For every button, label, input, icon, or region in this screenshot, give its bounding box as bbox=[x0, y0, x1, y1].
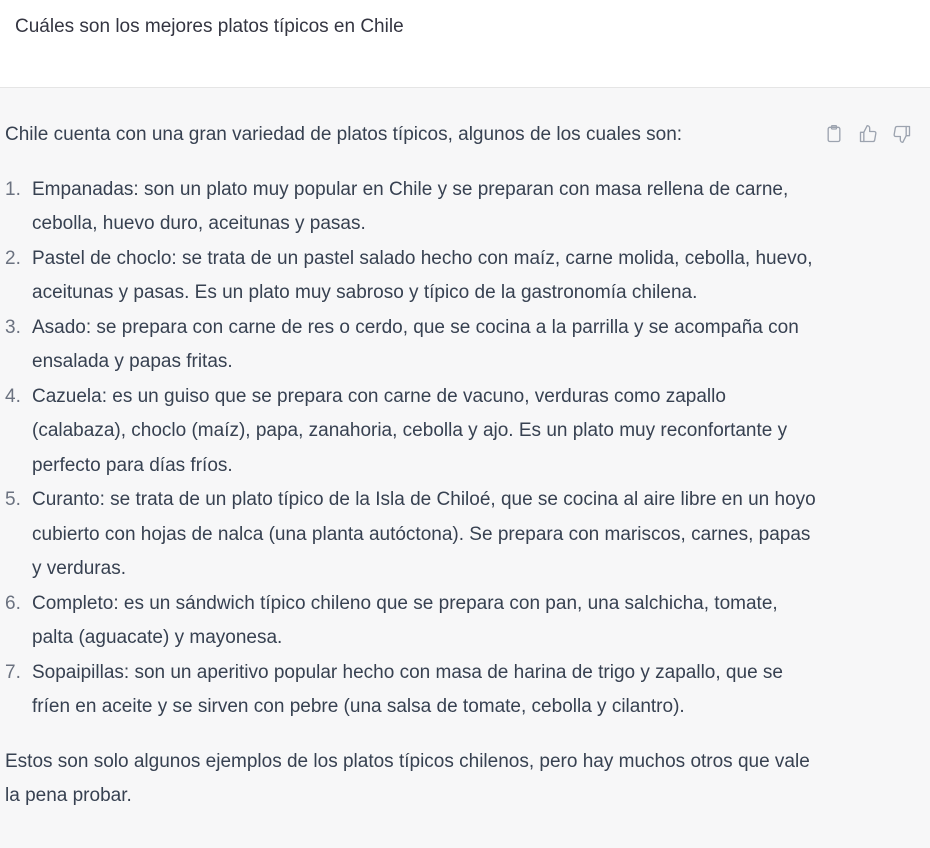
list-item-text: Sopaipillas: son un aperitivo popular hecho con masa de harina de trigo y zapallo, que se fríen en aceite y se sirven con pebre (una salsa de tomate, cebolla y cilantro). bbox=[32, 661, 783, 717]
assistant-message-content bbox=[5, 118, 820, 814]
message-actions bbox=[822, 122, 914, 146]
assistant-message bbox=[0, 88, 930, 848]
list-item-number: 6. bbox=[5, 592, 21, 614]
list-item bbox=[5, 311, 820, 380]
list-item-number: 1. bbox=[5, 178, 21, 200]
thumbs-down-icon bbox=[892, 124, 912, 144]
clipboard-icon bbox=[824, 124, 844, 144]
list-item-text: Asado: se prepara con carne de res o cerdo, que se cocina a la parrilla y se acompaña con ensalada y papas fritas. bbox=[32, 316, 799, 372]
list-item-number: 4. bbox=[5, 385, 21, 407]
list-item-text: Completo: es un sándwich típico chileno que se prepara con pan, una salchicha, tomate, palta (aguacate) y mayonesa. bbox=[32, 592, 778, 648]
list-item bbox=[5, 656, 820, 725]
assistant-intro: Chile cuenta con una gran variedad de platos típicos, algunos de los cuales son: bbox=[5, 124, 683, 145]
list-item-number: 7. bbox=[5, 661, 21, 683]
thumbs-up-button[interactable] bbox=[856, 122, 880, 146]
list-item-number: 3. bbox=[5, 316, 21, 338]
copy-button[interactable] bbox=[822, 122, 846, 146]
list-item-text: Cazuela: es un guiso que se prepara con carne de vacuno, verduras como zapallo (calabaza), choclo (maíz), papa, zanahoria, cebolla y ajo. Es un plato muy reconfortante y perfecto para días fríos. bbox=[32, 385, 788, 476]
list-item bbox=[5, 587, 820, 656]
list-item-text: Curanto: se trata de un plato típico de la Isla de Chiloé, que se cocina al aire libre en un hoyo cubierto con hojas de nalca (una planta autóctona). Se prepara con mariscos, carnes, papas y verduras. bbox=[32, 489, 816, 579]
list-item bbox=[5, 483, 820, 587]
list-item-text: Pastel de choclo: se trata de un pastel salado hecho con maíz, carne molida, cebolla, huevo, aceitunas y pasas. Es un plato muy sabroso y típico de la gastronomía chilena. bbox=[32, 247, 813, 303]
dish-list bbox=[5, 173, 820, 725]
thumbs-up-icon bbox=[858, 124, 878, 144]
assistant-outro: Estos son solo algunos ejemplos de los platos típicos chilenos, pero hay muchos otros que vale la pena probar. bbox=[5, 750, 810, 806]
user-message bbox=[0, 0, 930, 88]
list-item bbox=[5, 242, 820, 311]
thumbs-down-button[interactable] bbox=[890, 122, 914, 146]
list-item bbox=[5, 173, 820, 242]
list-item-number: 2. bbox=[5, 247, 21, 269]
user-message-text: Cuáles son los mejores platos típicos en Chile bbox=[15, 16, 404, 37]
list-item bbox=[5, 380, 820, 484]
list-item-number: 5. bbox=[5, 489, 21, 510]
list-item-text: Empanadas: son un plato muy popular en Chile y se preparan con masa rellena de carne, cebolla, huevo duro, aceitunas y pasas. bbox=[32, 178, 789, 234]
